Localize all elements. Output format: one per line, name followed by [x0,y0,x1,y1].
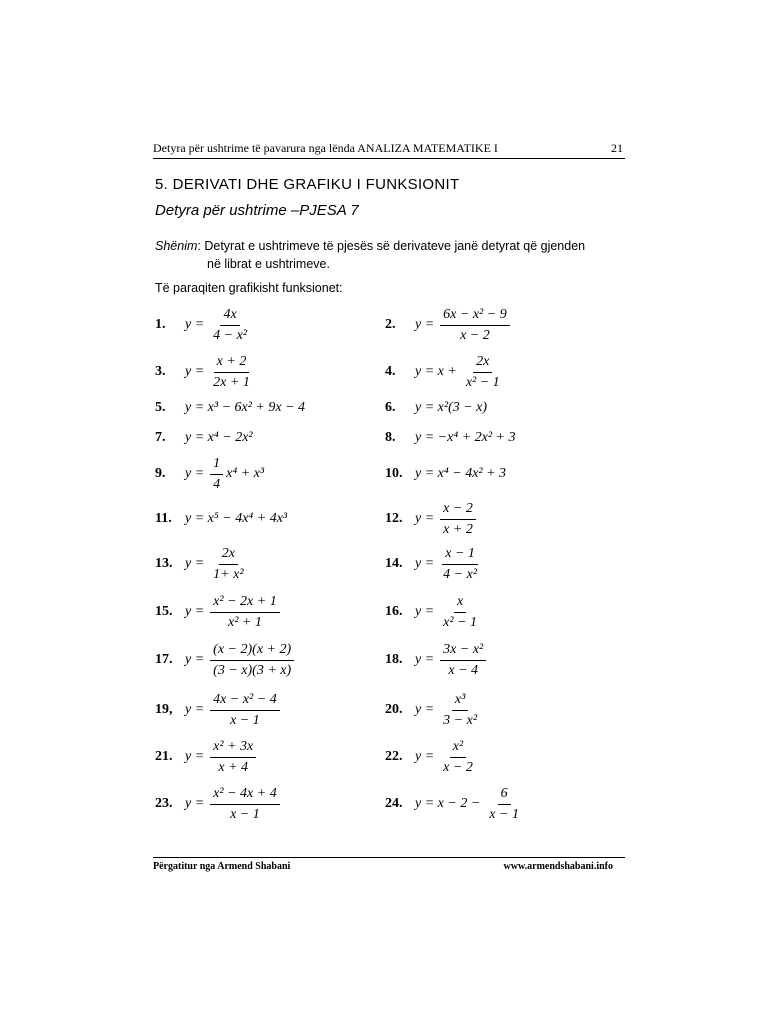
fraction-denominator: x² − 1 [443,614,478,630]
exercise-item [385,499,479,539]
fraction-denominator: 1+ x² [213,566,244,582]
fraction-numerator: 2x [219,545,238,565]
fraction-denominator: 4 − x² [443,566,478,582]
formula-lhs: y = [185,749,205,764]
exercise-formula [415,691,483,730]
exercise-number: 8. [385,430,396,445]
fraction-numerator: 1 [210,455,223,475]
fraction-denominator: x − 1 [489,806,519,822]
formula-lhs: y = [415,604,435,619]
exercise-number: 5. [155,400,166,415]
fraction-denominator: 4 − x² [213,327,248,343]
exercise-number: 22. [385,749,403,764]
formula-lhs: y = [185,364,205,379]
fraction-numerator: 4x [220,306,239,326]
fraction [440,500,476,539]
fraction-denominator: x² + 1 [228,614,262,630]
exercise-formula [185,593,283,632]
instruction: Të paraqiten grafikisht funksionet: [155,281,343,295]
fraction [463,353,503,392]
section-title: 5. DERIVATI DHE GRAFIKU I FUNKSIONIT [155,176,460,193]
exercise-formula [185,738,259,777]
exercise-item [155,499,287,539]
formula-lhs: y = [415,702,435,717]
exercise-formula [185,306,253,345]
fraction-numerator: x² [450,738,466,758]
fraction [210,785,280,824]
exercise-item [385,640,489,680]
exercise-number: 11. [155,511,172,526]
fraction [440,691,480,730]
fraction-denominator: 3 − x² [443,712,478,728]
fraction-numerator: x − 2 [440,500,476,520]
fraction [440,641,486,680]
fraction [210,306,250,345]
exercise-formula [415,785,525,824]
fraction-numerator: 4x − x² − 4 [210,691,280,711]
fraction-numerator: x [454,593,466,613]
exercise-item [385,784,525,824]
exercise-number: 24. [385,796,403,811]
fraction-numerator: 6 [498,785,511,805]
formula-expression: y = x⁴ − 2x² [185,430,253,445]
exercise-formula [415,641,489,680]
formula-lhs: y = x − 2 − [415,796,481,811]
footer-website: www.armendshabani.info [503,861,613,872]
fraction-numerator: x + 2 [214,353,250,373]
fraction-numerator: x² − 4x + 4 [210,785,280,805]
exercise-number: 17. [155,652,173,667]
formula-lhs: y = [185,796,205,811]
fraction [440,738,476,777]
formula-lhs: y = [415,749,435,764]
exercise-number: 6. [385,400,396,415]
fraction [210,641,294,680]
exercise-number: 20. [385,702,403,717]
exercise-number: 13. [155,556,173,571]
fraction-numerator: 3x − x² [440,641,486,661]
formula-lhs: y = [185,652,205,667]
formula-expression: y = −x⁴ + 2x² + 3 [415,430,516,445]
note [155,237,625,273]
note-label: Shënim [155,239,198,253]
exercise-formula [185,430,253,446]
exercise-formula [415,430,516,446]
page-header [153,138,625,159]
exercise-formula [415,500,479,539]
fraction [210,593,280,632]
formula-lhs: y = [185,604,205,619]
fraction [210,691,280,730]
exercise-number: 3. [155,364,166,379]
formula-rhs: x⁴ + x³ [226,466,265,481]
formula-lhs: y = x + [415,364,457,379]
exercise-number: 18. [385,652,403,667]
footer-author: Përgatitur nga Armend Shabani [153,861,291,872]
fraction-numerator: x² − 2x + 1 [210,593,280,613]
exercise-formula [185,545,250,584]
exercise-number: 2. [385,317,396,332]
fraction-denominator: x² − 1 [465,374,500,390]
exercise-item [385,454,506,494]
exercise-formula [415,545,483,584]
exercise-item [155,784,283,824]
exercise-formula [185,455,264,494]
formula-lhs: y = [415,511,435,526]
exercise-number: 19, [155,702,173,717]
fraction [440,545,480,584]
fraction-numerator: 2x [473,353,492,373]
exercise-item [385,305,513,345]
fraction-denominator: x − 4 [448,662,479,678]
fraction [440,306,510,345]
exercise-item [385,544,483,584]
exercise-formula [415,593,483,632]
note-line2: në librat e ushtrimeve. [207,257,330,271]
fraction [210,545,246,584]
fraction-denominator: x − 2 [443,759,473,775]
fraction-denominator: 2x + 1 [213,374,250,390]
formula-expression: y = x³ − 6x² + 9x − 4 [185,400,306,415]
exercise-number: 10. [385,466,403,481]
exercise-item [385,418,516,458]
fraction-denominator: x + 2 [443,521,473,537]
exercise-number: 16. [385,604,403,619]
fraction-denominator: x − 1 [230,712,260,728]
exercise-formula [185,353,256,392]
page-footer [153,857,625,877]
fraction-denominator: x − 2 [460,327,490,343]
exercise-formula [185,511,287,527]
exercise-item [155,305,253,345]
exercise-formula [415,466,506,482]
exercise-item [385,352,506,392]
fraction [210,738,256,777]
formula-lhs: y = [415,317,435,332]
exercise-item [385,737,479,777]
formula-lhs: y = [415,556,435,571]
fraction-numerator: (x − 2)(x + 2) [210,641,294,661]
formula-expression: y = x⁴ − 4x² + 3 [415,466,507,481]
exercise-item [155,352,256,392]
fraction [440,593,480,632]
exercise-formula [185,785,283,824]
exercise-item [155,454,264,494]
exercise-formula [185,641,297,680]
fraction-numerator: x − 1 [442,545,478,565]
exercise-formula [415,400,487,416]
fraction [210,353,253,392]
fraction-denominator: (3 − x)(3 + x) [213,662,292,678]
formula-expression: y = x²(3 − x) [415,400,488,415]
exercise-number: 21. [155,749,173,764]
exercise-item [385,592,483,632]
fraction-numerator: x³ [452,691,468,711]
exercise-number: 15. [155,604,173,619]
formula-lhs: y = [185,317,205,332]
fraction [486,785,522,824]
exercise-number: 4. [385,364,396,379]
exercise-item [155,544,250,584]
section-subtitle: Detyra për ushtrime –PJESA 7 [155,202,359,219]
exercise-number: 14. [385,556,403,571]
exercise-number: 1. [155,317,166,332]
note-line1: : Detyrat e ushtrimeve të pjesës së derivateve janë detyrat që gjenden [197,239,586,253]
fraction-denominator: 4 [213,476,221,492]
fraction-numerator: 6x − x² − 9 [440,306,510,326]
formula-lhs: y = [415,652,435,667]
exercise-item [155,640,297,680]
exercise-number: 7. [155,430,166,445]
fraction-numerator: x² + 3x [210,738,256,758]
exercise-number: 9. [155,466,166,481]
exercise-formula [185,400,305,416]
fraction-denominator: x + 4 [218,759,249,775]
formula-lhs: y = [185,556,205,571]
exercise-item [155,690,283,730]
formula-expression: y = x⁵ − 4x⁴ + 4x³ [185,511,288,526]
exercise-formula [415,306,513,345]
exercise-item [155,418,253,458]
fraction-denominator: x − 1 [230,806,260,822]
exercise-formula [415,353,506,392]
fraction [210,455,223,494]
exercise-item [385,690,483,730]
exercise-number: 12. [385,511,403,526]
header-title: Detyra për ushtrime të pavarura nga lënda ANALIZA MATEMATIKE I [153,141,498,155]
formula-lhs: y = [185,702,205,717]
exercise-item [155,592,283,632]
exercise-formula [185,691,283,730]
exercise-number: 23. [155,796,173,811]
exercise-item [155,737,259,777]
page-number: 21 [611,141,623,155]
exercise-formula [415,738,479,777]
formula-lhs: y = [185,466,205,481]
